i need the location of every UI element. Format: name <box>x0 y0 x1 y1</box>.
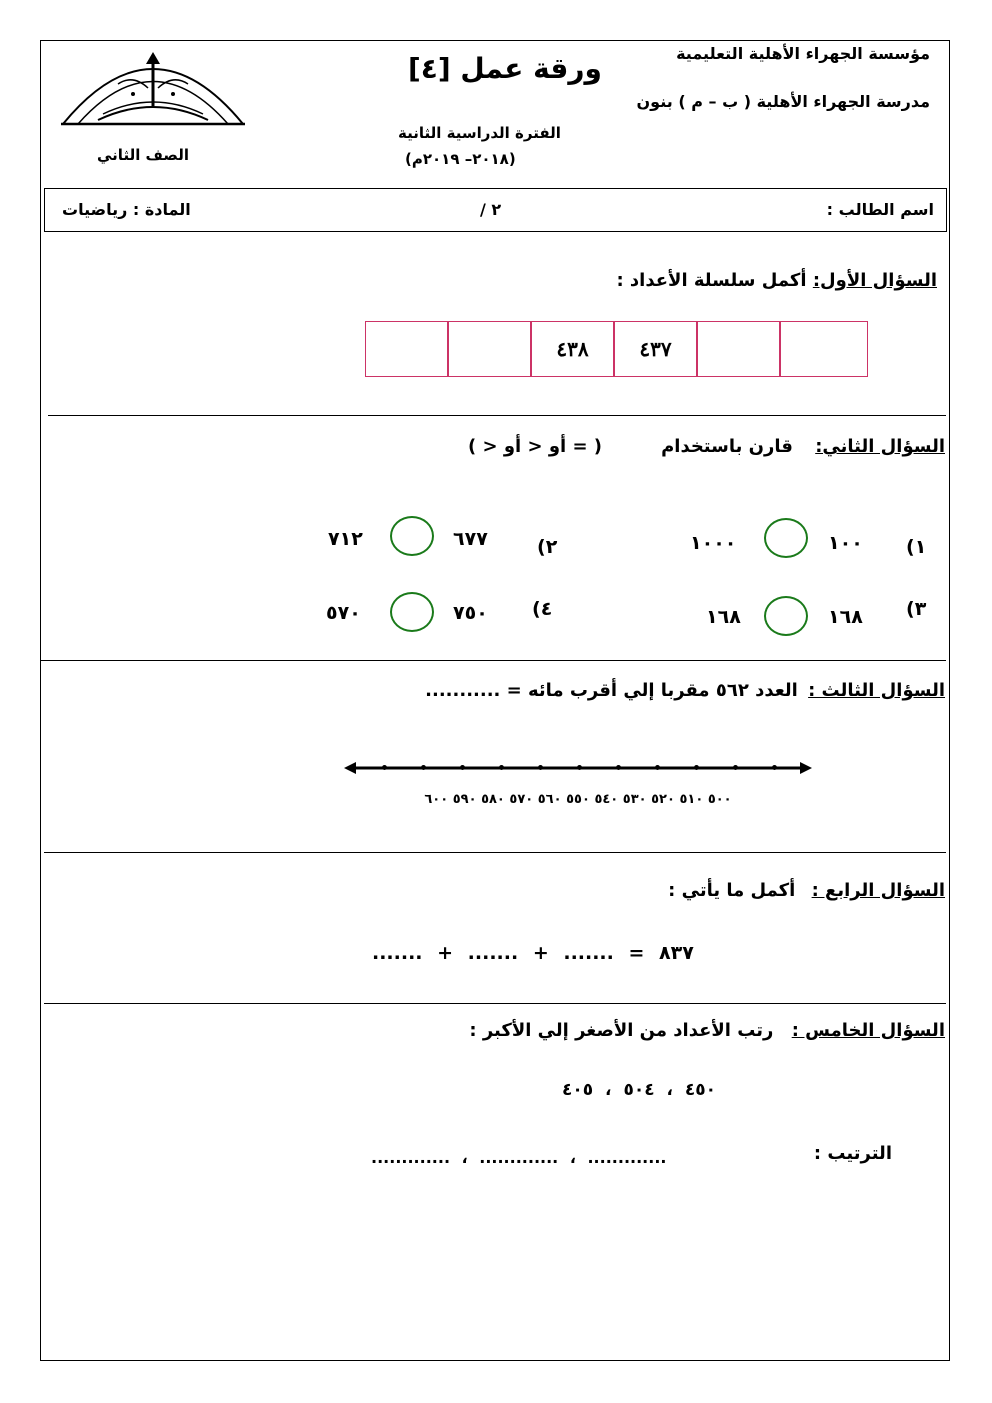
q4-text: أكمل ما يأتي : <box>668 880 796 901</box>
student-name-label: اسم الطالب : <box>826 200 934 219</box>
q3-title: السؤال الثالث : <box>808 680 945 701</box>
q5-numbers: ٤٥٠ ، ٥٠٤ ، ٤٠٥ <box>562 1080 717 1100</box>
number-line-tick <box>655 765 660 770</box>
q3-heading <box>425 680 945 701</box>
q3-text: العدد ٥٦٢ مقربا إلي أقرب مائه = ........... <box>425 680 798 701</box>
sequence-cell-6[interactable] <box>780 321 868 377</box>
comparison-3-circle[interactable] <box>764 596 808 636</box>
q2-text: قارن باستخدام <box>661 436 793 457</box>
q4-heading <box>668 880 945 901</box>
number-line-tick <box>382 765 387 770</box>
number-line-tick <box>421 765 426 770</box>
school-name: مدرسة الجهراء الأهلية ( ب – م ) بنون <box>636 92 930 111</box>
sequence-cell-5[interactable] <box>697 321 780 377</box>
q5-title: السؤال الخامس : <box>791 1020 945 1041</box>
q5-heading <box>469 1020 945 1041</box>
sequence-cell-2[interactable] <box>448 321 531 377</box>
term: الفترة الدراسية الثانية <box>398 124 561 142</box>
number-line-tick <box>499 765 504 770</box>
comparison-3-right: ١٦٨ <box>706 606 741 628</box>
comparison-2-label: (٢ <box>537 536 558 558</box>
q5-order-blanks[interactable]: ............. ، ............. ، ............. <box>371 1148 667 1167</box>
comparison-4-right: ٥٧٠ <box>326 602 361 624</box>
comparison-1-right: ١٠٠٠ <box>690 532 737 554</box>
institution-name: مؤسسة الجهراء الأهلية التعليمية <box>676 44 930 63</box>
sequence-cell-4: ٤٣٧ <box>614 321 697 377</box>
worksheet-title: ورقة عمل [٤] <box>408 52 602 85</box>
comparison-1-circle[interactable] <box>764 518 808 558</box>
comparison-2-left: ٦٧٧ <box>453 528 488 550</box>
number-line-tick <box>538 765 543 770</box>
q1-text: أكمل سلسلة الأعداد : <box>616 270 807 291</box>
divider-4 <box>44 1003 946 1004</box>
subject-label: المادة : رياضيات <box>62 200 191 219</box>
sequence-cell-1[interactable] <box>365 321 448 377</box>
number-line-tick <box>733 765 738 770</box>
school-year: (٢٠١٨– ٢٠١٩م) <box>405 150 516 168</box>
q4-title: السؤال الرابع : <box>811 880 945 901</box>
number-line-labels: ٥٠٠ ٥١٠ ٥٢٠ ٥٣٠ ٥٤٠ ٥٥٠ ٥٦٠ ٥٧٠ ٥٨٠ ٥٩٠ ٦٠٠ <box>424 792 732 807</box>
comparison-1-label: (١ <box>906 536 927 558</box>
comparison-3-label: (٣ <box>906 598 927 620</box>
divider-1 <box>48 415 946 416</box>
number-line-tick <box>460 765 465 770</box>
sequence-cell-3: ٤٣٨ <box>531 321 614 377</box>
school-logo <box>58 44 248 128</box>
q4-equation[interactable]: ٨٣٧ = ....... + ....... + ....... <box>372 942 694 964</box>
comparison-3-left: ١٦٨ <box>828 606 863 628</box>
number-line-tick <box>616 765 621 770</box>
grade-label: الصف الثاني <box>97 146 189 164</box>
q1-title: السؤال الأول: <box>812 270 937 291</box>
divider-3 <box>44 852 946 853</box>
comparison-4-circle[interactable] <box>390 592 434 632</box>
divider-2 <box>40 660 946 661</box>
q1-heading <box>616 270 937 291</box>
q2-heading <box>661 436 945 457</box>
date-field: ٢ / <box>480 200 502 219</box>
number-line-tick <box>694 765 699 770</box>
q2-symbols: ( > أو < أو = ) <box>468 436 603 457</box>
q5-order-label: الترتيب : <box>813 1143 892 1164</box>
comparison-2-right: ٧١٢ <box>328 528 363 550</box>
q2-title: السؤال الثاني: <box>815 436 945 457</box>
comparison-2-circle[interactable] <box>390 516 434 556</box>
logo-emblem-icon <box>58 44 248 128</box>
number-line-tick <box>772 765 777 770</box>
q5-text: رتب الأعداد من الأصغر إلي الأكبر : <box>469 1020 774 1041</box>
comparison-4-left: ٧٥٠ <box>453 602 488 624</box>
comparison-4-label: (٤ <box>532 598 553 620</box>
comparison-1-left: ١٠٠ <box>828 532 863 554</box>
number-line-tick <box>577 765 582 770</box>
